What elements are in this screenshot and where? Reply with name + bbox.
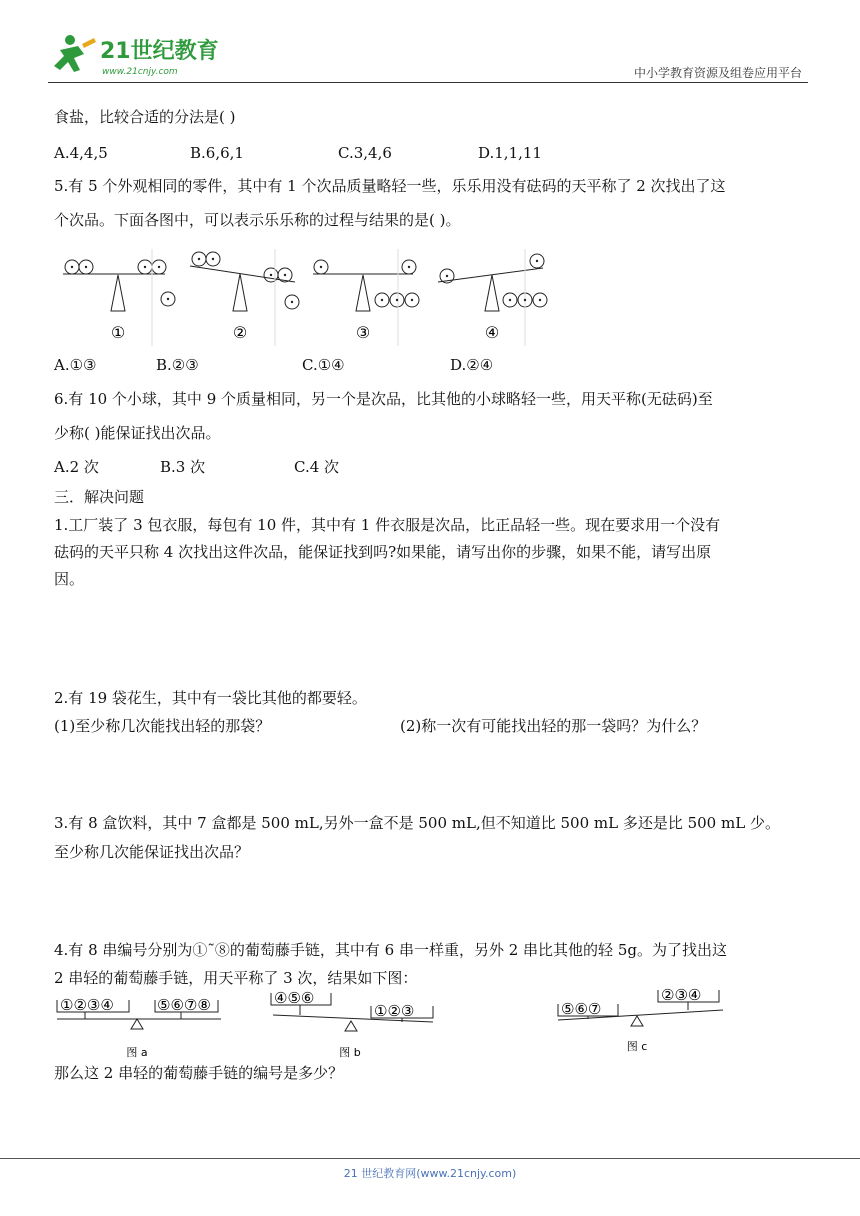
footer-link[interactable]: 21 世纪教育网(www.21cnjy.com) [343, 1167, 517, 1180]
figure-label-2: ② [232, 323, 248, 342]
site-name: 中小学教育资源及组卷应用平台 [633, 66, 802, 80]
fig-b-left: ④⑤⑥ [274, 989, 315, 1007]
logo-text: 21世纪教育 [100, 39, 219, 64]
fig-b-right: ①②③ [374, 1002, 415, 1020]
q6-line1: 6.有 10 个小球，其中 9 个质量相同，另一个是次品，比其他的小球略轻一些，用天平称(无砝码)至 [54, 390, 713, 408]
q5-option-b: B.②③ [156, 356, 199, 374]
q4-option-b: B.6,6,1 [190, 144, 244, 162]
fig-c-right: ②③④ [661, 988, 702, 1004]
q5-line1: 5.有 5 个外观相同的零件，其中有 1 个次品质量略轻一些，乐乐用没有砝码的天平称了 2 次找出了这 [54, 177, 726, 195]
fig-c-left: ⑤⑥⑦ [561, 1000, 602, 1018]
logo-url: www.21cnjy.com [102, 67, 178, 77]
s3-q4-question: 那么这 2 串轻的葡萄藤手链的编号是多少？ [54, 1064, 344, 1082]
section3-title: 三．解决问题 [54, 488, 145, 506]
q5-option-d: D.②④ [450, 356, 494, 374]
figure-label-3: ③ [355, 323, 371, 342]
s3-q1-line1: 1.工厂装了 3 包衣服，每包有 10 件，其中有 1 件衣服是次品，比正品轻一些。现在要求用一个没有 [54, 516, 721, 534]
q6-option-c: C.4 次 [294, 458, 340, 476]
fig-a-left: ①②③④ [60, 996, 114, 1014]
s3-q3-line1: 3.有 8 盒饮料，其中 7 盒都是 500 mL,另外一盒不是 500 mL,但不知道比 500 mL 多还是比 500 mL 少。 [54, 814, 780, 832]
site-logo [48, 28, 228, 80]
q6-option-b: B.3 次 [160, 458, 206, 476]
q4-option-a: A.4,4,5 [54, 144, 108, 162]
q5-line2: 个次品。下面各图中，可以表示乐乐称的过程与结果的是( )。 [54, 211, 461, 229]
q4-option-d: D.1,1,11 [478, 144, 542, 162]
q5-option-c: C.①④ [302, 356, 345, 374]
fig-a-right: ⑤⑥⑦⑧ [157, 996, 211, 1014]
q4-tail-text: 食盐，比较合适的分法是( ) [54, 108, 236, 126]
figure-label-4: ④ [484, 323, 500, 342]
s3-q3-line2: 至少称几次能保证找出次品？ [54, 843, 250, 861]
s3-q2-sub2: (2)称一次有可能找出轻的那一袋吗？为什么？ [400, 717, 707, 735]
s3-q1-line3: 因。 [54, 570, 85, 588]
s3-q1-line2: 砝码的天平只称 4 次找出这件次品，能保证找到吗?如果能，请写出你的步骤，如果不能，请写出原 [54, 543, 712, 561]
fig-c-caption: 图 c [626, 1040, 648, 1053]
runner-icon [54, 35, 96, 72]
q5-balance-figures [55, 248, 575, 348]
s3-q2-sub1: (1)至少称几次能找出轻的那袋？ [54, 717, 271, 735]
footer-divider [0, 1158, 860, 1159]
q4-balance-figures [55, 988, 745, 1062]
fig-a-caption: 图 a [126, 1046, 148, 1059]
q5-option-a: A.①③ [54, 356, 97, 374]
header-divider [48, 82, 808, 83]
q4-option-c: C.3,4,6 [338, 144, 392, 162]
s3-q4-line1: 4.有 8 串编号分别为①˜⑧的葡萄藤手链，其中有 6 串一样重，另外 2 串比其他的轻 5g。为了找出这 [54, 941, 727, 959]
fig-b-caption: 图 b [339, 1046, 361, 1059]
q6-option-a: A.2 次 [54, 458, 99, 476]
figure-label-1: ① [110, 323, 126, 342]
s3-q2-title: 2.有 19 袋花生，其中有一袋比其他的都要轻。 [54, 689, 367, 707]
q6-line2: 少称( )能保证找出次品。 [54, 424, 221, 442]
s3-q4-line2: 2 串轻的葡萄藤手链，用天平称了 3 次，结果如下图： [54, 969, 418, 987]
